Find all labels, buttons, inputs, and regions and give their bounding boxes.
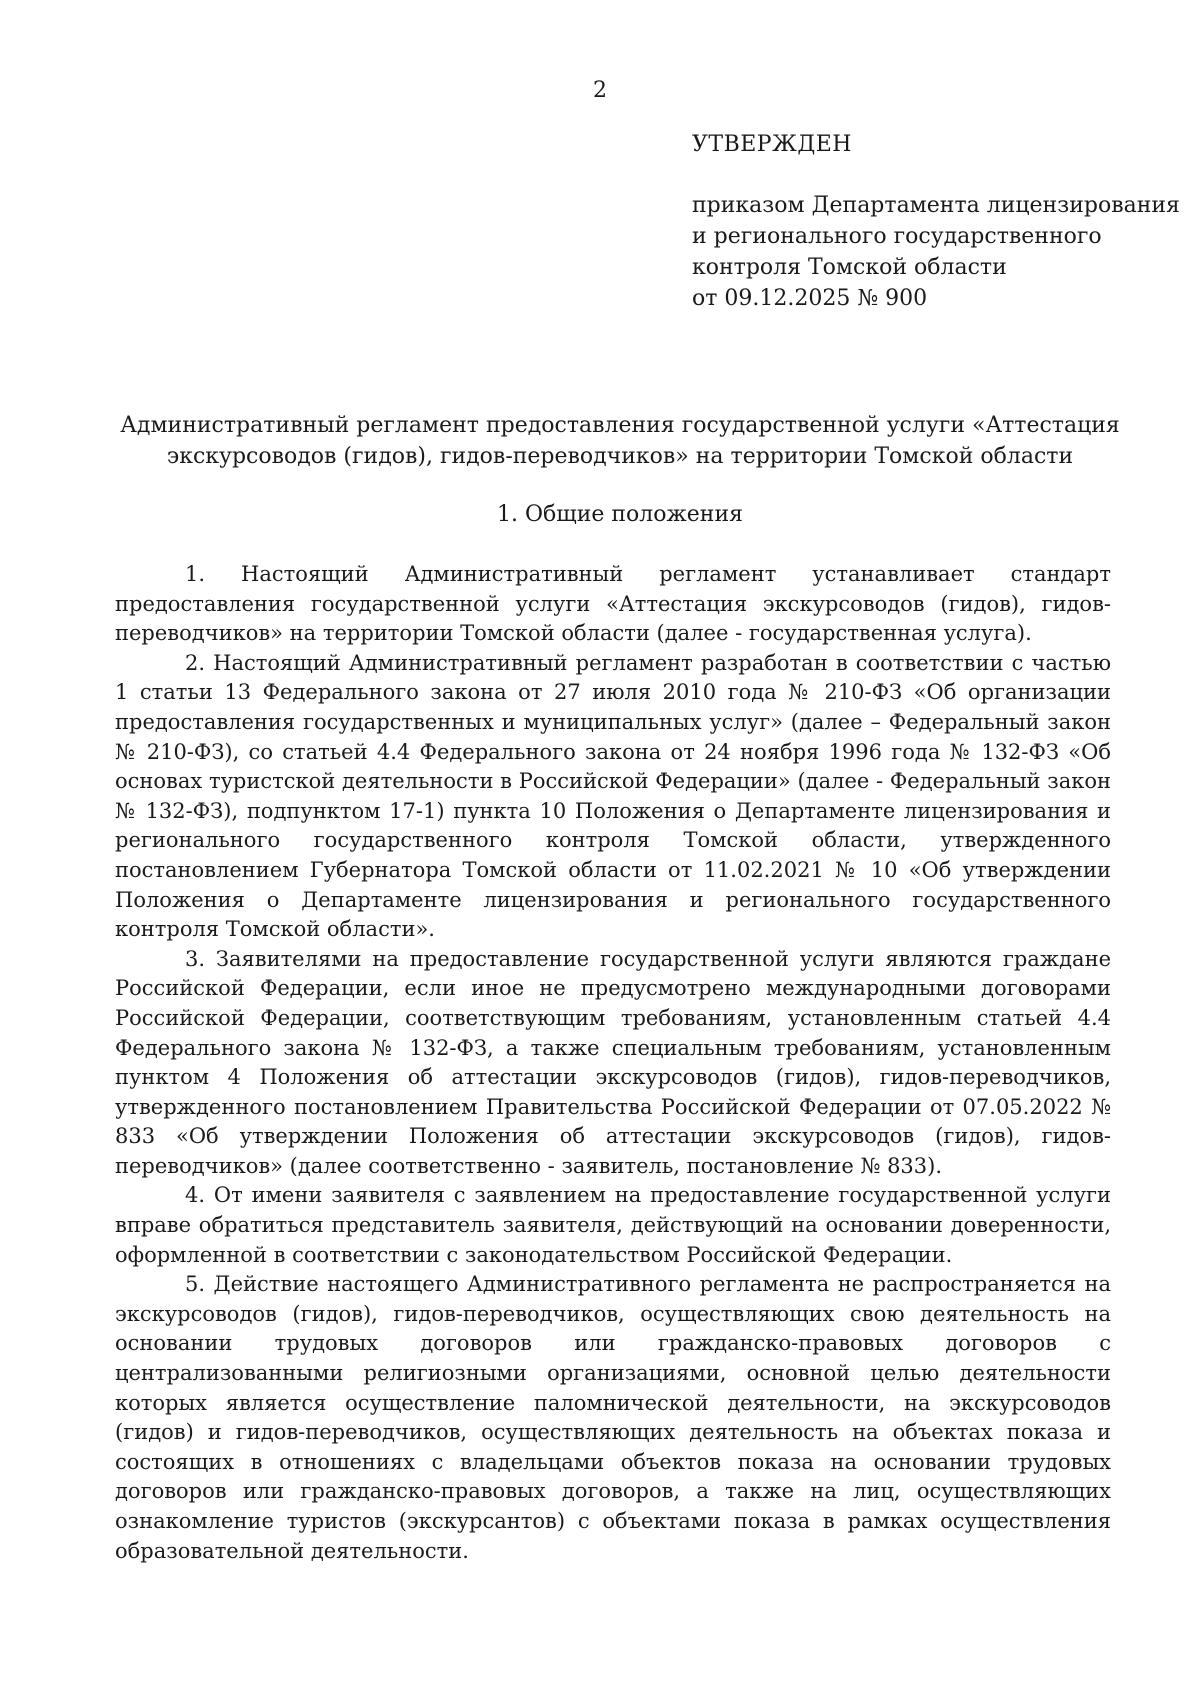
paragraph: 5. Действие настоящего Административного регламента не распространяется на экскурсоводов (гидов), гидов-переводчиков, осуществляющих свою деятельность на основании трудовых договоров или гражданско-правовых договоров с централизованными религиозными организациями, основной целью деятельности которых является осуществление паломнической деятельности, на экскурсоводов (гидов) и гидов-переводчиков, осуществляющих деятельность на объектах показа и состоящих в отношениях с владельцами объектов показа на основании трудовых договоров или гражданско-правовых договоров, а также на лиц, осуществляющих ознакомление туристов (экскурсантов) с объектами показа в рамках осуществления образовательной деятельности. <box>115 1272 1111 1563</box>
paragraph: 1. Настоящий Административный регламент устанавливает стандарт предоставления государственной услуги «Аттестация экскурсоводов (гидов), гидов-переводчиков» на территории Томской области (далее - государственная услуга). <box>115 562 1111 646</box>
approval-line: от 09.12.2025 № 900 <box>692 286 928 311</box>
paragraph: 4. От имени заявителя с заявлением на предоставление государственной услуги вправе обратиться представитель заявителя, действующий на основании доверенности, оформленной в соответствии с законодательством Российской Федерации. <box>115 1183 1111 1267</box>
approval-heading: УТВЕРЖДЕН <box>692 132 852 157</box>
document-body <box>115 560 1111 1566</box>
approval-line: контроля Томской области <box>692 255 1007 280</box>
document-title <box>120 410 1120 472</box>
paragraph: 2. Настоящий Административный регламент разработан в соответствии с частью 1 статьи 13 Федерального закона от 27 июля 2010 года № 210-ФЗ «Об организации предоставления государственных и муниципальных услуг» (далее – Федеральный закон № 210-ФЗ), со статьей 4.4 Федерального закона от 24 ноября 1996 года № 132-ФЗ «Об основах туристской деятельности в Российской Федерации» (далее - Федеральный закон № 132-ФЗ), подпунктом 17-1) пункта 10 Положения о Департаменте лицензирования и регионального государственного контроля Томской области, утвержденного постановлением Губернатора Томской области от 11.02.2021 № 10 «Об утверждении Положения о Департаменте лицензирования и регионального государственного контроля Томской области». <box>115 650 1111 942</box>
section-heading: 1. Общие положения <box>497 502 743 527</box>
page-number: 2 <box>593 78 607 103</box>
document-title-line: Административный регламент предоставления государственной услуги «Аттестация <box>120 413 1120 438</box>
document-title-line: экскурсоводов (гидов), гидов-переводчиков» на территории Томской области <box>166 444 1074 469</box>
approval-block <box>692 190 1180 314</box>
paragraph: 3. Заявителями на предоставление государственной услуги являются граждане Российской Федерации, если иное не предусмотрено международными договорами Российской Федерации, соответствующим требованиям, установленным статьей 4.4 Федерального закона № 132-ФЗ, а также специальным требованиям, установленным пунктом 4 Положения об аттестации экскурсоводов (гидов), гидов-переводчиков, утвержденного постановлением Правительства Российской Федерации от 07.05.2022 № 833 «Об утверждении Положения об аттестации экскурсоводов (гидов), гидов-переводчиков» (далее соответственно - заявитель, постановление № 833). <box>115 946 1111 1178</box>
approval-line: приказом Департамента лицензирования <box>692 193 1180 218</box>
approval-line: и регионального государственного <box>692 224 1102 249</box>
